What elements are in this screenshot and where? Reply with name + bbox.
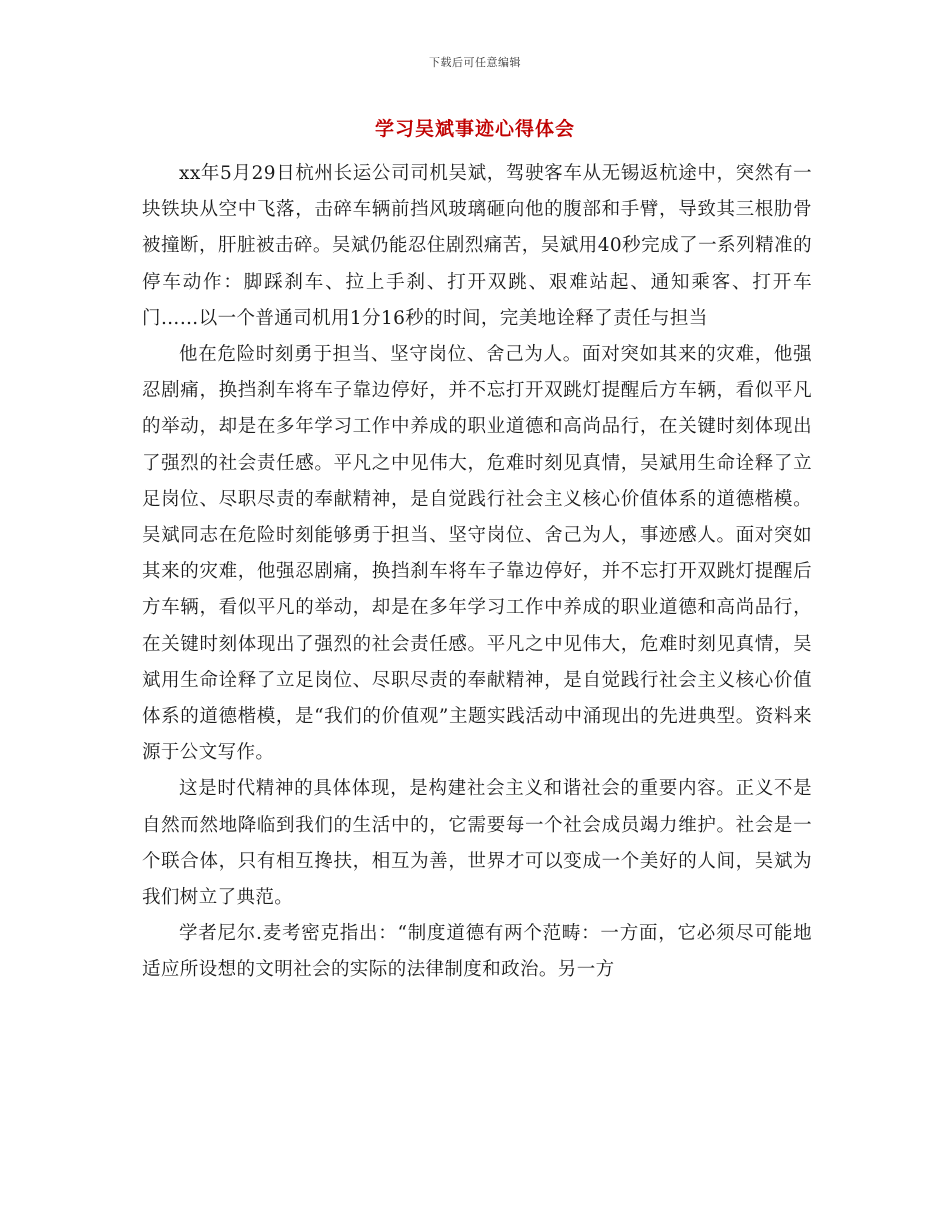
- header-note: 下载后可任意编辑: [429, 56, 521, 69]
- document-body: [142, 156, 812, 989]
- paragraph-2: 他在危险时刻勇于担当、坚守岗位、舍己为人。面对突如其来的灾难，他强忍剧痛，换挡刹车将车子靠边停好，并不忘打开双跳灯提醒后方车辆，看似平凡的举动，却是在多年学习工作中养成的职业道德和高尚品行，在关键时刻体现出了强烈的社会责任感。平凡之中见伟大，危难时刻见真情，吴斌用生命诠释了立足岗位、尽职尽责的奉献精神，是自觉践行社会主义核心价值体系的道德楷模。吴斌同志在危险时刻能够勇于担当、坚守岗位、舍己为人，事迹感人。面对突如其来的灾难，他强忍剧痛，换挡刹车将车子靠边停好，并不忘打开双跳灯提醒后方车辆，看似平凡的举动，却是在多年学习工作中养成的职业道德和高尚品行，在关键时刻体现出了强烈的社会责任感。平凡之中见伟大，危难时刻见真情，吴斌用生命诠释了立足岗位、尽职尽责的奉献精神，是自觉践行社会主义核心价值体系的道德楷模，是“我们的价值观”主题实践活动中涌现出的先进典型。资料来源于公文写作。: [142, 344, 812, 764]
- document-title: 学习吴斌事迹心得体会: [374, 118, 575, 140]
- paragraph-3: 这是时代精神的具体体现，是构建社会主义和谐社会的重要内容。正义不是自然而然地降临到我们的生活中的，它需要每一个社会成员竭力维护。社会是一个联合体，只有相互搀扶，相互为善，世界才可以变成一个美好的人间，吴斌为我们树立了典范。: [142, 778, 812, 909]
- paragraph-1: xx年5月29日杭州长运公司司机吴斌，驾驶客车从无锡返杭途中，突然有一块铁块从空中飞落，击碎车辆前挡风玻璃砸向他的腹部和手臂，导致其三根肋骨被撞断，肝脏被击碎。吴斌仍能忍住剧烈痛苦，吴斌用40秒完成了一系列精准的停车动作：脚踩刹车、拉上手刹、打开双跳、艰难站起、通知乘客、打开车门……以一个普通司机用1分16秒的时间，完美地诠释了责任与担当: [142, 163, 812, 329]
- paragraph-4: 学者尼尔.麦考密克指出：“制度道德有两个范畴：一方面，它必须尽可能地适应所设想的文明社会的实际的法律制度和政治。另一方: [142, 923, 812, 981]
